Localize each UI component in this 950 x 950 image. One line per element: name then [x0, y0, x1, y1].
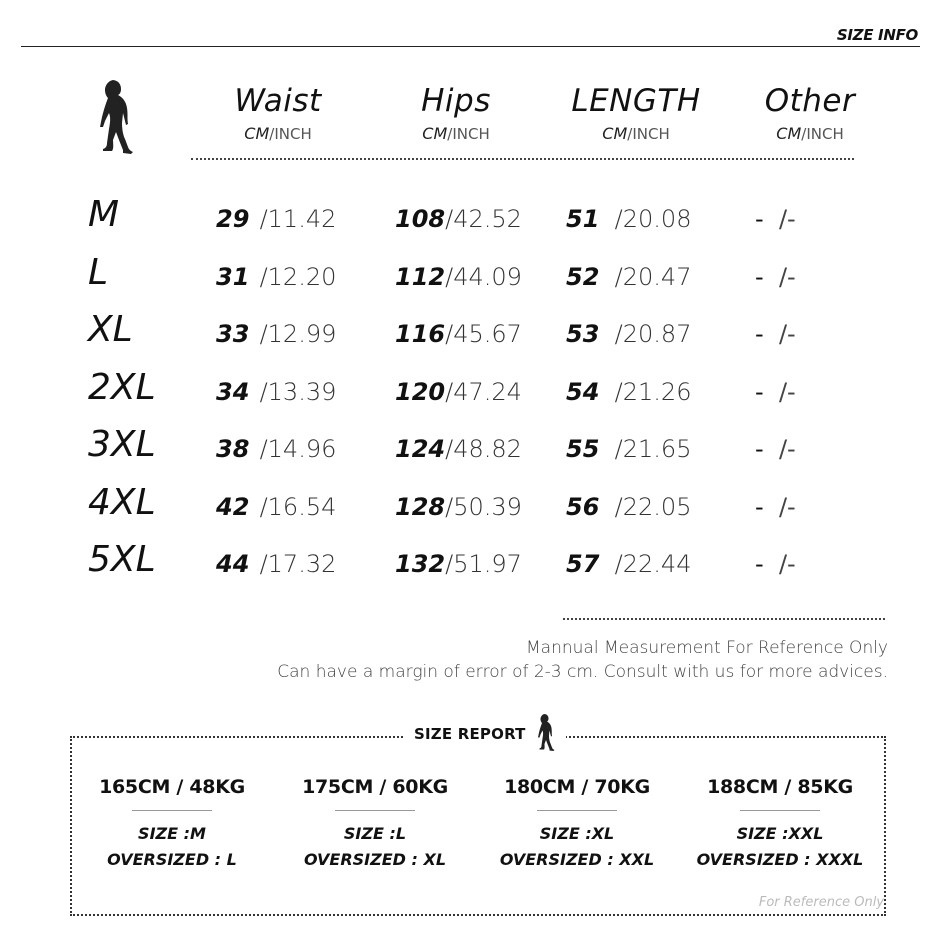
- hips-cell: 108/42.52: [395, 205, 522, 233]
- other-cell: - /-: [755, 493, 796, 521]
- stats-divider: [740, 810, 820, 811]
- table-row: 29 /11.42: [216, 205, 337, 233]
- column-title: Other: [764, 83, 856, 119]
- hips-cell: 128/50.39: [395, 493, 522, 521]
- size-label-l: L: [88, 252, 109, 293]
- other-cell: - /-: [755, 320, 796, 348]
- column-header-length: [556, 82, 716, 143]
- column-title: Waist: [234, 83, 322, 119]
- length-cell: 55 /21.65: [566, 435, 692, 463]
- table-row: 42 /16.54: [216, 493, 337, 521]
- column-header-hips: [376, 82, 536, 143]
- size-info-title: SIZE INFO: [836, 26, 918, 44]
- other-cell: - /-: [755, 205, 796, 233]
- hips-cell: 120/47.24: [395, 378, 522, 406]
- oversized-size: OVERSIZED : XL: [303, 850, 447, 869]
- column-unit: CM/INCH: [602, 124, 670, 143]
- length-cell: 57 /22.44: [566, 550, 692, 578]
- column-header-other: [730, 82, 890, 143]
- ape-figure-icon: [534, 713, 556, 755]
- report-entry: [680, 776, 880, 873]
- column-header-waist: [198, 82, 358, 143]
- table-row: 33 /12.99: [216, 320, 337, 348]
- size-label-3xl: 3XL: [88, 424, 156, 465]
- size-label-m: M: [88, 194, 120, 235]
- body-stats: 188CM / 85KG: [707, 776, 853, 798]
- size-label-2xl: 2XL: [88, 367, 156, 408]
- stats-divider: [132, 810, 212, 811]
- stats-divider: [537, 810, 617, 811]
- margin-note: Can have a margin of error of 2-3 cm. Consult with us for more advices.: [277, 662, 888, 682]
- other-cell: - /-: [755, 550, 796, 578]
- stats-divider: [335, 810, 415, 811]
- column-title: Hips: [421, 83, 491, 119]
- hips-cell: 132/51.97: [395, 550, 522, 578]
- other-cell: - /-: [755, 435, 796, 463]
- report-entry: [275, 776, 475, 873]
- table-row: 31 /12.20: [216, 263, 337, 291]
- body-stats: 165CM / 48KG: [99, 776, 245, 798]
- size-label-4xl: 4XL: [88, 482, 156, 523]
- length-cell: 51 /20.08: [566, 205, 692, 233]
- size-label-5xl: 5XL: [88, 539, 156, 580]
- recommended-size: SIZE :L: [343, 824, 407, 843]
- report-entry: [477, 776, 677, 873]
- table-row: 44 /17.32: [216, 550, 337, 578]
- size-report-title: SIZE REPORT: [414, 725, 526, 743]
- notes-dotted-divider: [563, 618, 885, 620]
- column-title: LENGTH: [571, 83, 701, 119]
- hips-cell: 112/44.09: [395, 263, 522, 291]
- column-unit: CM/INCH: [422, 124, 490, 143]
- ape-figure-icon: [92, 78, 136, 162]
- other-cell: - /-: [755, 378, 796, 406]
- body-stats: 180CM / 70KG: [504, 776, 650, 798]
- recommended-size: SIZE :XL: [539, 824, 615, 843]
- length-cell: 53 /20.87: [566, 320, 692, 348]
- body-stats: 175CM / 60KG: [302, 776, 448, 798]
- oversized-size: OVERSIZED : XXXL: [696, 850, 864, 869]
- table-row: 38 /14.96: [216, 435, 337, 463]
- length-cell: 54 /21.26: [566, 378, 692, 406]
- length-cell: 56 /22.05: [566, 493, 692, 521]
- other-cell: - /-: [755, 263, 796, 291]
- column-unit: CM/INCH: [244, 124, 312, 143]
- recommended-size: SIZE :XXL: [736, 824, 824, 843]
- reference-footnote: For Reference Only: [758, 895, 884, 910]
- hips-cell: 116/45.67: [395, 320, 522, 348]
- size-report-header: [404, 712, 566, 756]
- length-cell: 52 /20.47: [566, 263, 692, 291]
- hips-cell: 124/48.82: [395, 435, 522, 463]
- header-dotted-divider: [191, 158, 854, 160]
- measurement-note: Mannual Measurement For Reference Only: [526, 638, 888, 658]
- size-label-xl: XL: [88, 309, 133, 350]
- recommended-size: SIZE :M: [138, 824, 206, 843]
- oversized-size: OVERSIZED : XXL: [499, 850, 655, 869]
- column-unit: CM/INCH: [776, 124, 844, 143]
- oversized-size: OVERSIZED : L: [107, 850, 237, 869]
- table-row: 34 /13.39: [216, 378, 337, 406]
- header-divider: [21, 46, 920, 47]
- report-entry: [72, 776, 272, 873]
